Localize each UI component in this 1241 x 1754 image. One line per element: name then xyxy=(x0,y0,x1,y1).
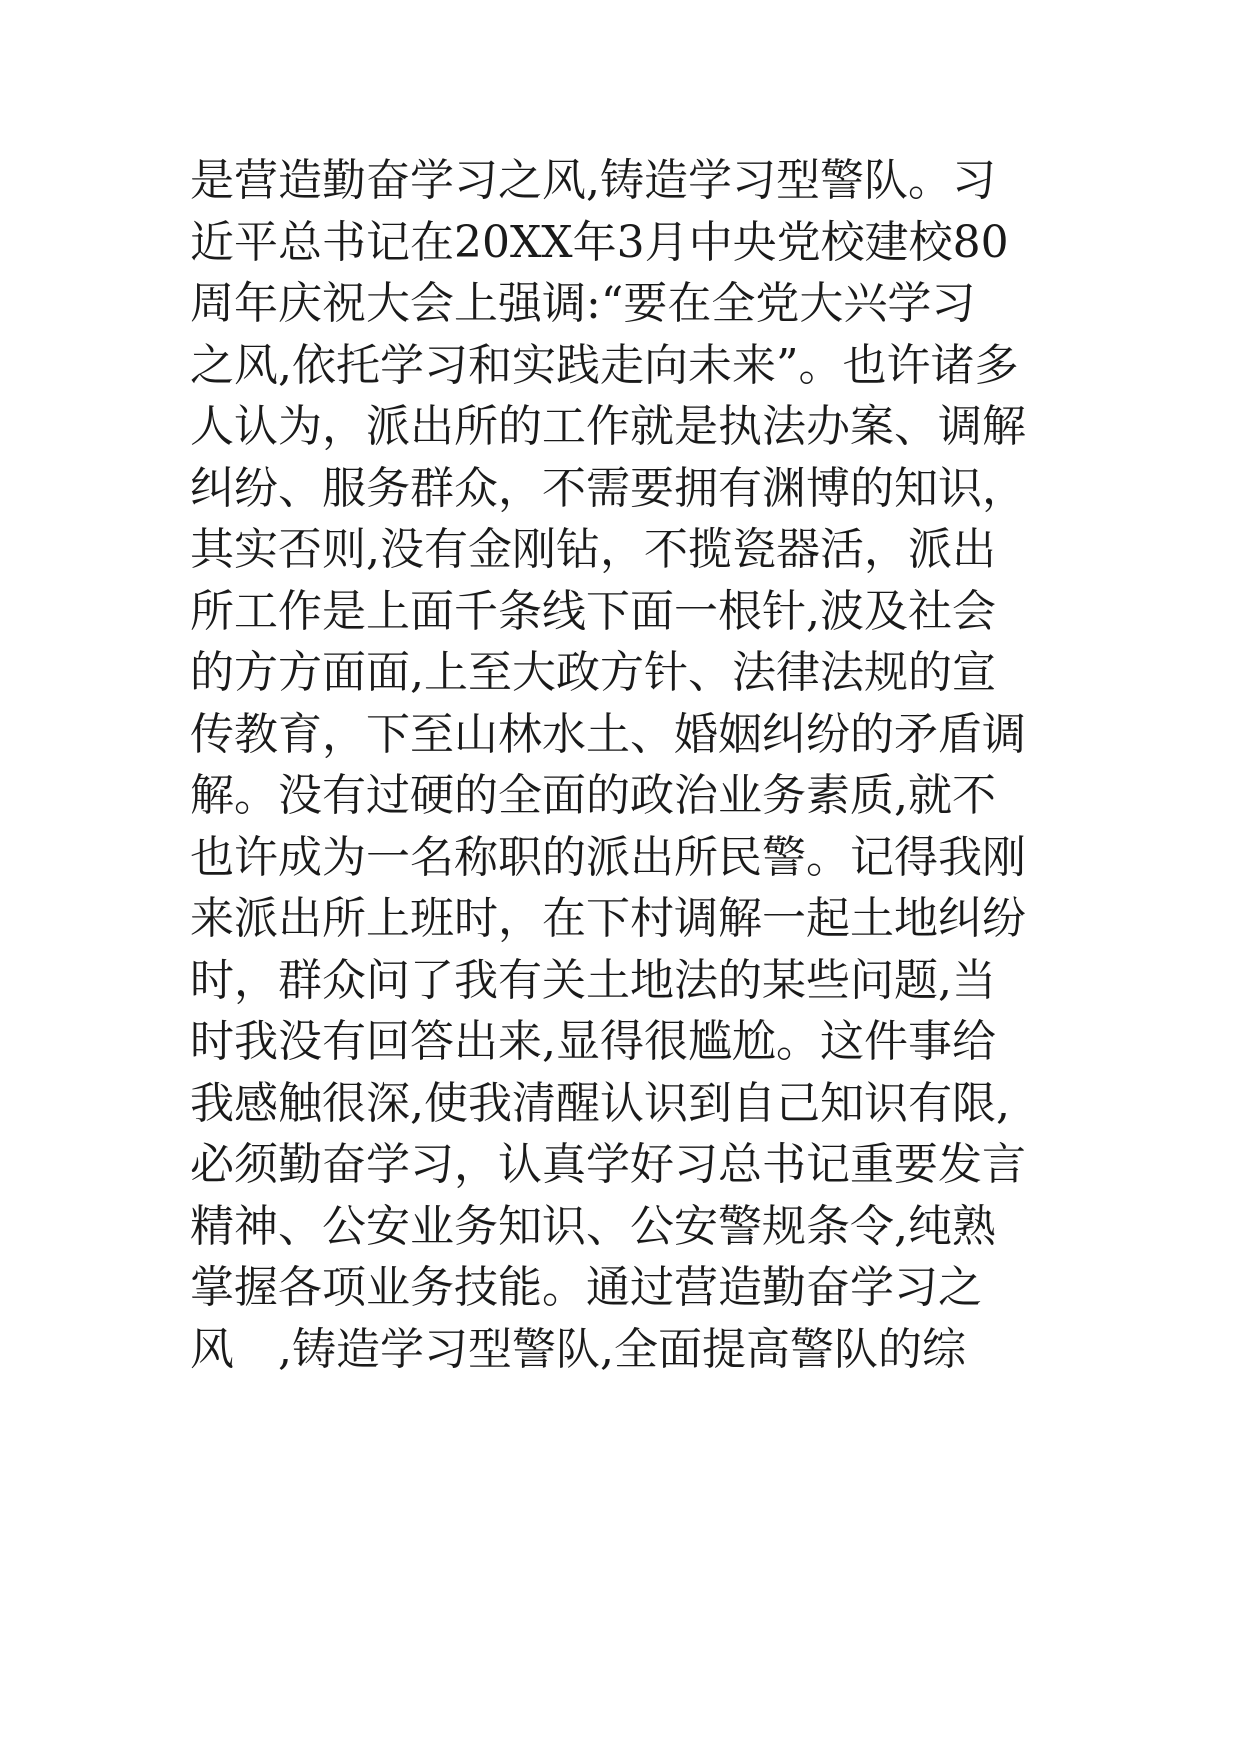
text-line: 时，群众问了我有关土地法的某些问题,当 xyxy=(190,954,996,1006)
text-line: 的方方面面,上至大政方针、法律法规的宣 xyxy=(190,647,996,698)
text-line: 是营造勤奋学习之风,铸造学习型警队。习 xyxy=(190,155,996,206)
text-line: 所工作是上面千条线下面一根针,波及社会 xyxy=(190,585,996,637)
text-line: 之风,依托学习和实践走向未来”。也许诸多 xyxy=(190,339,1019,391)
text-line: 来派出所上班时，在下村调解一起土地纠纷 xyxy=(190,893,1026,944)
text-line: 纠纷、服务群众，不需要拥有渊博的知识， xyxy=(190,462,1026,514)
text-line: 也许成为一名称职的派出所民警。记得我刚 xyxy=(190,831,1026,883)
text-line: 解。没有过硬的全面的政治业务素质,就不 xyxy=(190,770,996,821)
text-line: 风 ,铸造学习型警队,全面提高警队的综 xyxy=(190,1323,966,1375)
text-line: 时我没有回答出来,显得很尴尬。这件事给 xyxy=(190,1016,996,1067)
text-line: 人认为，派出所的工作就是执法办案、调解 xyxy=(190,401,1026,452)
text-line: 传教育，下至山林水土、婚姻纠纷的矛盾调 xyxy=(190,708,1026,760)
text-line: 我感触很深,使我清醒认识到自己知识有限, xyxy=(190,1077,1010,1129)
text-line: 其实否则,没有金刚钻，不揽瓷器活，派出 xyxy=(190,524,996,575)
text-line: 掌握各项业务技能。通过营造勤奋学习之 xyxy=(190,1262,982,1313)
text-line: 近平总书记在20XX年3月中央党校建校80 xyxy=(190,216,1009,268)
text-line: 周年庆祝大会上强调:“要在全党大兴学习 xyxy=(190,278,976,329)
text-line: 精神、公安业务知识、公安警规条令,纯熟 xyxy=(190,1200,996,1252)
body-text xyxy=(190,150,1090,1380)
text-line: 必须勤奋学习，认真学好习总书记重要发言 xyxy=(190,1139,1026,1190)
